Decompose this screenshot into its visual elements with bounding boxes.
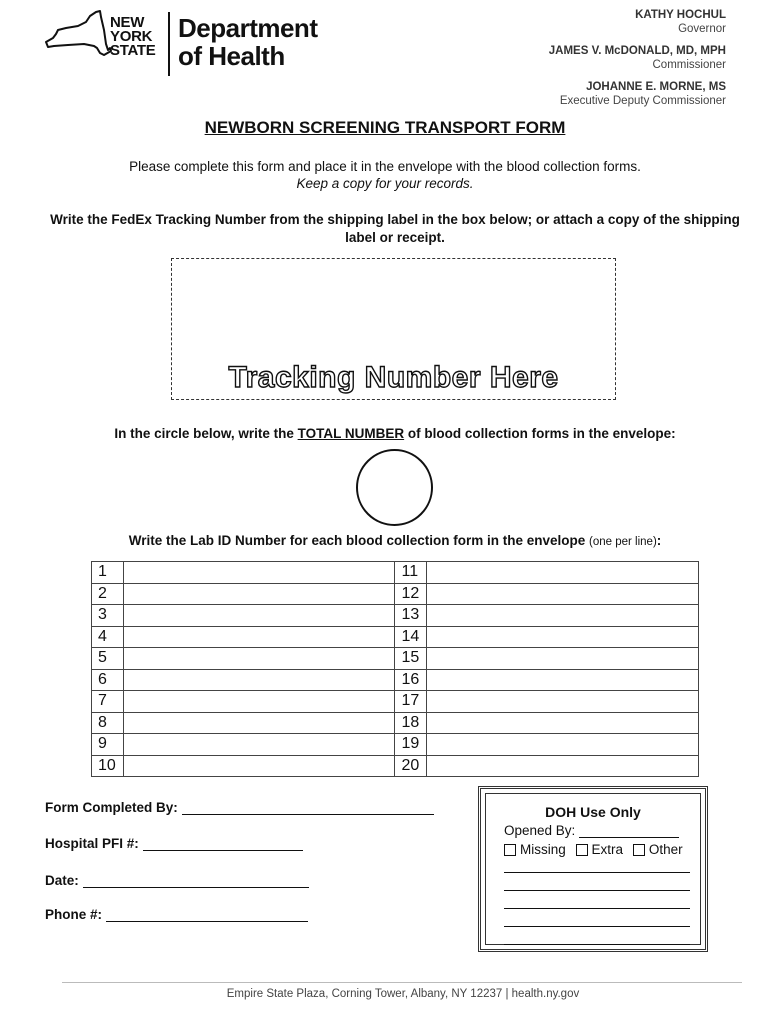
doh-status-checkboxes [504,842,689,859]
footer-address: Empire State Plaza, Corning Tower, Albany, NY 12237 | health.ny.gov [226,988,580,1000]
lab-id-row-number: 1 [92,562,124,584]
intro-line: Please complete this form and place it in the envelope with the blood collection forms. [129,159,641,174]
other-checkbox[interactable] [633,842,683,857]
lab-id-entry[interactable] [427,734,699,756]
lab-id-row-number: 6 [92,669,124,691]
checkbox-label: Missing [520,842,566,857]
field-label: Opened By: [504,823,576,838]
nys-wordmark [110,16,155,58]
lab-id-instruction [0,533,770,548]
footer-rule [62,982,742,983]
lab-id-row-number: 11 [395,562,427,584]
lab-id-entry[interactable] [123,605,395,627]
official-name: JAMES V. McDONALD, MD, MPH [548,45,726,57]
lab-id-entry[interactable] [123,691,395,713]
doh-notes-line[interactable] [504,944,690,945]
extra-checkbox[interactable] [576,842,624,857]
lab-id-row-number: 13 [395,605,427,627]
lab-id-entry[interactable] [427,755,699,777]
instruction-text: of blood collection forms in the envelope: [404,426,676,441]
nys-line-state: STATE [110,42,156,59]
checkbox-square-icon [633,844,645,856]
lab-id-entry[interactable] [427,583,699,605]
lab-id-row-number: 7 [92,691,124,713]
lab-id-entry[interactable] [123,626,395,648]
lab-id-entry[interactable] [427,626,699,648]
doh-notes-line[interactable] [504,908,690,909]
lab-id-row-number: 9 [92,734,124,756]
lab-id-entry[interactable] [123,648,395,670]
lab-id-row-number: 5 [92,648,124,670]
lab-id-table [91,561,699,777]
lab-id-row-number: 19 [395,734,427,756]
instruction-colon: : [656,533,662,548]
date-field [45,873,309,888]
letterhead [0,0,770,112]
lab-id-entry[interactable] [123,734,395,756]
lab-id-row [92,648,699,670]
field-label: Date: [45,873,79,888]
form-intro [0,158,770,192]
doh-line-department: Department [178,13,318,43]
checkbox-label: Extra [591,842,624,857]
lab-id-row-number: 14 [395,626,427,648]
lab-id-row-number: 17 [395,691,427,713]
official-name: JOHANNE E. MORNE, MS [586,81,726,93]
doh-use-title: DOH Use Only [545,804,641,820]
form-completed-by-field [45,800,434,815]
tracking-number-label: Tracking Number Here [228,361,559,394]
hospital-pfi-field [45,836,303,851]
lab-id-entry[interactable] [123,755,395,777]
official-name: KATHY HOCHUL [635,9,726,21]
lab-id-row-number: 8 [92,712,124,734]
doh-use-inner-border [485,793,701,945]
lab-id-entry[interactable] [123,562,395,584]
instruction-text: In the circle below, write the [114,426,298,441]
officials-list [549,8,726,116]
checkbox-label: Other [648,842,683,857]
doh-notes-line[interactable] [504,926,690,927]
lab-id-row [92,583,699,605]
official-title: Commissioner [652,59,726,71]
hospital-pfi-line[interactable] [143,837,303,851]
doh-use-only-box [478,786,708,952]
fedex-instruction: Write the FedEx Tracking Number from the shipping label in the box below; or attach a copy of the shipping label or receipt. [50,212,740,245]
lab-id-row [92,734,699,756]
instruction-emphasis: TOTAL NUMBER [297,426,405,441]
field-label: Form Completed By: [45,800,178,815]
lab-id-row-number: 16 [395,669,427,691]
lab-id-entry[interactable] [123,712,395,734]
field-label: Hospital PFI #: [45,836,139,851]
phone-field [45,907,308,922]
doh-notes-line[interactable] [504,872,690,873]
lab-id-row [92,712,699,734]
lab-id-entry[interactable] [427,605,699,627]
instruction-text: Write the Lab ID Number for each blood collection form in the envelope [128,533,590,548]
lab-id-entry[interactable] [427,562,699,584]
lab-id-row-number: 4 [92,626,124,648]
nys-line-new: NEW [110,14,145,31]
doh-wordmark [178,14,317,70]
lab-id-row [92,562,699,584]
new-york-state-outline-icon [44,8,112,64]
doh-line-of-health: of Health [178,41,285,71]
nys-line-york: YORK [110,28,153,45]
missing-checkbox[interactable] [504,842,566,857]
nys-doh-logo [44,8,334,83]
opened-by-field [504,823,679,838]
form-title: NEWBORN SCREENING TRANSPORT FORM [204,118,566,137]
lab-id-entry[interactable] [427,691,699,713]
lab-id-row [92,626,699,648]
lab-id-entry[interactable] [427,669,699,691]
lab-id-row [92,669,699,691]
lab-id-entry[interactable] [427,712,699,734]
field-label: Phone #: [45,907,103,922]
checkbox-square-icon [504,844,516,856]
intro-copy-note: Keep a copy for your records. [296,176,474,191]
lab-id-row-number: 10 [92,755,124,777]
tracking-number-box[interactable] [171,258,616,400]
doh-notes-line[interactable] [504,890,690,891]
date-line[interactable] [83,874,309,888]
lab-id-row-number: 2 [92,583,124,605]
lab-id-entry[interactable] [123,669,395,691]
total-count-circle[interactable] [356,449,433,526]
opened-by-line[interactable] [579,825,679,838]
lab-id-row-number: 12 [395,583,427,605]
official-title: Governor [678,23,726,35]
lab-id-row-number: 18 [395,712,427,734]
lab-id-row [92,755,699,777]
lab-id-row-number: 3 [92,605,124,627]
logo-divider [168,12,170,76]
lab-id-row [92,605,699,627]
lab-id-row-number: 20 [395,755,427,777]
lab-id-entry[interactable] [123,583,395,605]
lab-id-row-number: 15 [395,648,427,670]
lab-id-row [92,691,699,713]
completed-by-line[interactable] [182,801,434,815]
official-title: Executive Deputy Commissioner [559,95,726,107]
total-count-instruction [0,426,770,441]
phone-line[interactable] [106,908,308,922]
lab-id-entry[interactable] [427,648,699,670]
instruction-note: (one per line) [589,536,657,548]
checkbox-square-icon [576,844,588,856]
